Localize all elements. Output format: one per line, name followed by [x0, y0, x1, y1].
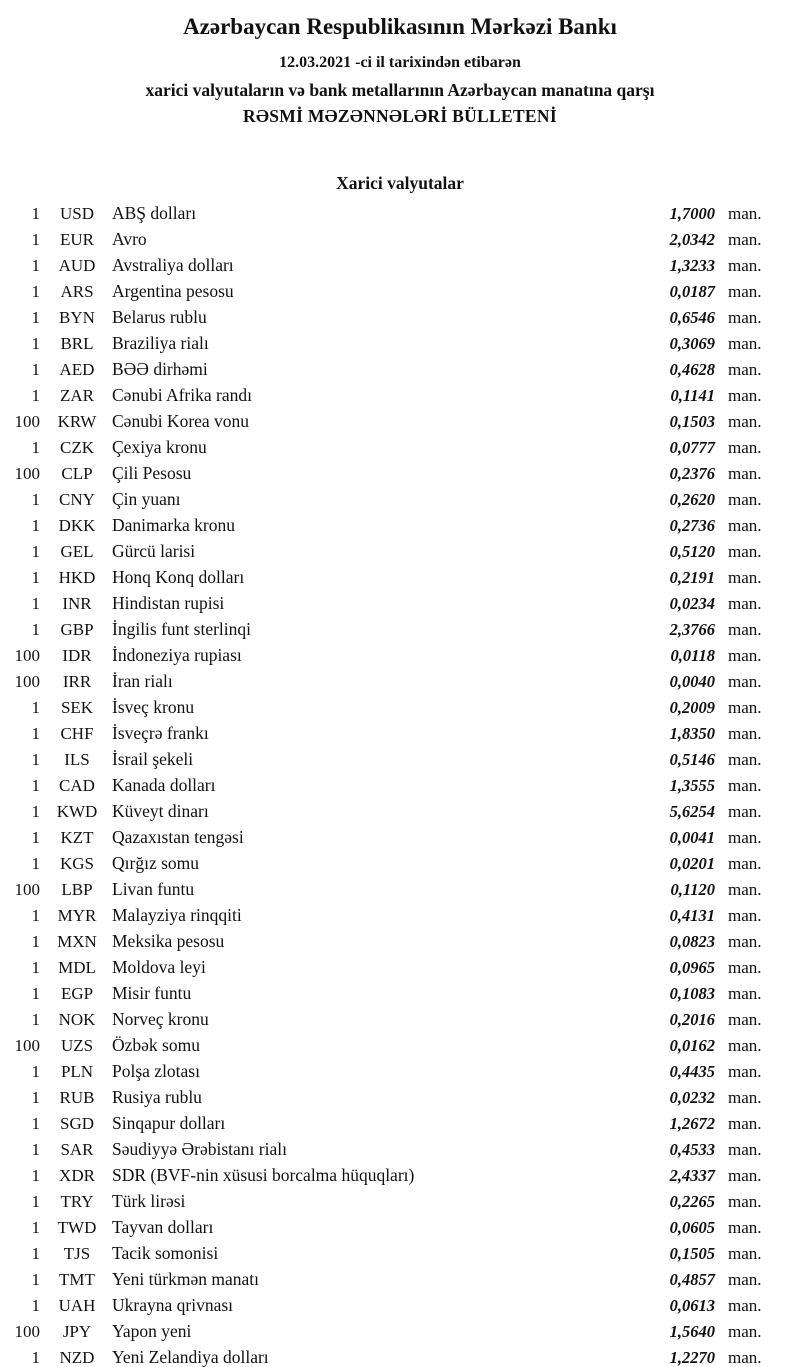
unit-cell: man. — [728, 828, 762, 847]
table-row — [0, 1032, 800, 1058]
unit-cell: man. — [728, 1218, 762, 1237]
table-row — [0, 850, 800, 876]
unit-cell: man. — [728, 438, 762, 457]
unit-cell: man. — [728, 854, 762, 873]
unit-cell: man. — [728, 984, 762, 1003]
currency-name-cell: Çexiya kronu — [112, 437, 207, 457]
nominal-cell: 1 — [31, 1140, 40, 1159]
currency-code-cell: EGP — [60, 984, 94, 1003]
nominal-cell: 1 — [31, 906, 40, 925]
table-row — [0, 304, 800, 330]
nominal-cell: 1 — [31, 1088, 40, 1107]
currency-code-cell: XDR — [59, 1166, 95, 1185]
currency-name-cell: Tayvan dolları — [112, 1217, 214, 1237]
currency-name-cell: Türk lirəsi — [112, 1191, 186, 1211]
rate-cell: 0,1505 — [669, 1244, 715, 1263]
nominal-cell: 1 — [31, 230, 40, 249]
rate-cell: 0,4533 — [669, 1140, 715, 1159]
nominal-cell: 1 — [31, 1348, 40, 1367]
unit-cell: man. — [728, 880, 762, 899]
rate-cell: 0,0040 — [669, 672, 715, 691]
currency-name-cell: Avro — [112, 229, 147, 249]
rate-cell: 0,1503 — [669, 412, 715, 431]
currency-name-cell: Misir funtu — [112, 983, 192, 1003]
currency-name-cell: Səudiyyə Ərəbistanı rialı — [112, 1139, 287, 1159]
currency-code-cell: MDL — [58, 958, 96, 977]
currency-name-cell: Danimarka kronu — [112, 515, 235, 535]
nominal-cell: 1 — [31, 1166, 40, 1185]
currency-code-cell: AED — [59, 360, 95, 379]
table-row — [0, 798, 800, 824]
currency-code-cell: EUR — [60, 230, 94, 249]
nominal-cell: 1 — [31, 360, 40, 379]
table-row — [0, 382, 800, 408]
currency-code-cell: CHF — [60, 724, 94, 743]
unit-cell: man. — [728, 516, 762, 535]
unit-cell: man. — [728, 1088, 762, 1107]
table-row — [0, 356, 800, 382]
currency-code-cell: IDR — [62, 646, 92, 665]
currency-name-cell: Tacik somonisi — [112, 1243, 219, 1263]
table-row — [0, 1318, 800, 1344]
nominal-cell: 1 — [31, 282, 40, 301]
table-row — [0, 1162, 800, 1188]
table-row — [0, 278, 800, 304]
unit-cell: man. — [728, 1114, 762, 1133]
rate-cell: 0,0041 — [669, 828, 715, 847]
table-row — [0, 538, 800, 564]
table-row — [0, 434, 800, 460]
currency-code-cell: TJS — [63, 1244, 91, 1263]
table-row — [0, 252, 800, 278]
table-row — [0, 1188, 800, 1214]
unit-cell: man. — [728, 620, 762, 639]
rate-cell: 1,3233 — [669, 256, 715, 275]
table-row — [0, 1058, 800, 1084]
table-row — [0, 330, 800, 356]
rate-cell: 0,2376 — [669, 464, 715, 483]
currency-name-cell: SDR (BVF-nin xüsusi borcalma hüquqları) — [112, 1165, 415, 1185]
rate-cell: 0,0777 — [669, 438, 715, 457]
currency-name-cell: İsrail şekeli — [112, 749, 194, 769]
currency-code-cell: TWD — [57, 1218, 97, 1237]
unit-cell: man. — [728, 542, 762, 561]
unit-cell: man. — [728, 1010, 762, 1029]
currency-name-cell: Hindistan rupisi — [112, 593, 225, 613]
nominal-cell: 1 — [31, 438, 40, 457]
rate-cell: 0,0118 — [670, 646, 715, 665]
currency-code-cell: MYR — [57, 906, 97, 925]
nominal-cell: 1 — [31, 1192, 40, 1211]
nominal-cell: 1 — [31, 1114, 40, 1133]
nominal-cell: 1 — [31, 1218, 40, 1237]
unit-cell: man. — [728, 932, 762, 951]
currency-code-cell: INR — [62, 594, 92, 613]
nominal-cell: 100 — [14, 880, 40, 899]
currency-name-cell: Honq Konq dolları — [112, 567, 245, 587]
rate-cell: 0,1083 — [669, 984, 715, 1003]
unit-cell: man. — [728, 1036, 762, 1055]
table-row — [0, 1006, 800, 1032]
currency-name-cell: Küveyt dinarı — [112, 801, 209, 821]
unit-cell: man. — [728, 204, 762, 223]
nominal-cell: 1 — [31, 1062, 40, 1081]
currency-code-cell: CZK — [60, 438, 94, 457]
nominal-cell: 1 — [31, 490, 40, 509]
rate-cell: 2,4337 — [669, 1166, 715, 1185]
currency-code-cell: SEK — [60, 698, 94, 717]
currency-code-cell: ARS — [60, 282, 94, 301]
table-row — [0, 1292, 800, 1318]
currency-code-cell: NZD — [59, 1348, 95, 1367]
table-row — [0, 1266, 800, 1292]
rate-cell: 0,1141 — [670, 386, 715, 405]
currency-code-cell: HKD — [58, 568, 96, 587]
currency-code-cell: PLN — [60, 1062, 94, 1081]
bank-name-title: Azərbaycan Respublikasının Mərkəzi Bankı — [183, 14, 617, 39]
nominal-cell: 1 — [31, 958, 40, 977]
table-row — [0, 1344, 800, 1367]
currency-code-cell: DKK — [58, 516, 96, 535]
table-row — [0, 1240, 800, 1266]
nominal-cell: 1 — [31, 1296, 40, 1315]
currency-code-cell: KZT — [60, 828, 94, 847]
nominal-cell: 1 — [31, 802, 40, 821]
nominal-cell: 1 — [31, 828, 40, 847]
currency-name-cell: İsveç kronu — [112, 697, 195, 717]
rate-cell: 1,5640 — [669, 1322, 715, 1341]
currency-name-cell: Sinqapur dolları — [112, 1113, 226, 1133]
rate-cell: 0,0201 — [669, 854, 715, 873]
unit-cell: man. — [728, 282, 762, 301]
currency-name-cell: Malayziya rinqqiti — [112, 905, 242, 925]
currency-table — [0, 200, 800, 1367]
nominal-cell: 1 — [31, 750, 40, 769]
unit-cell: man. — [728, 1192, 762, 1211]
effective-date-line: 12.03.2021 -ci il tarixindən etibarən — [279, 54, 521, 71]
nominal-cell: 1 — [31, 932, 40, 951]
nominal-cell: 100 — [14, 1322, 40, 1341]
unit-cell: man. — [728, 490, 762, 509]
nominal-cell: 1 — [31, 1010, 40, 1029]
currency-code-cell: SAR — [60, 1140, 94, 1159]
table-row — [0, 1214, 800, 1240]
currency-code-cell: ZAR — [60, 386, 94, 405]
unit-cell: man. — [728, 906, 762, 925]
section-title-foreign-currencies: Xarici valyutalar — [336, 173, 464, 193]
currency-code-cell: KRW — [57, 412, 97, 431]
rate-cell: 0,0162 — [669, 1036, 715, 1055]
currency-code-cell: JPY — [62, 1322, 92, 1341]
currency-code-cell: AUD — [58, 256, 96, 275]
bulletin-title-line: RƏSMİ MƏZƏNNƏLƏRİ BÜLLETENİ — [243, 106, 557, 126]
table-row — [0, 668, 800, 694]
nominal-cell: 1 — [31, 256, 40, 275]
currency-name-cell: İsveçrə frankı — [112, 723, 209, 743]
rate-cell: 1,2270 — [669, 1348, 715, 1367]
nominal-cell: 1 — [31, 204, 40, 223]
unit-cell: man. — [728, 568, 762, 587]
currency-code-cell: TMT — [59, 1270, 95, 1289]
rate-cell: 0,2620 — [669, 490, 715, 509]
unit-cell: man. — [728, 672, 762, 691]
table-row — [0, 954, 800, 980]
currency-name-cell: Qazaxıstan tengəsi — [112, 827, 244, 847]
rate-cell: 0,4435 — [669, 1062, 715, 1081]
unit-cell: man. — [728, 1140, 762, 1159]
currency-name-cell: Cənubi Afrika randı — [112, 385, 252, 405]
table-row — [0, 1136, 800, 1162]
table-row — [0, 486, 800, 512]
rate-cell: 5,6254 — [669, 802, 715, 821]
rate-cell: 0,0187 — [669, 282, 715, 301]
currency-code-cell: KWD — [56, 802, 98, 821]
currency-name-cell: Livan funtu — [112, 879, 195, 899]
currency-code-cell: KGS — [59, 854, 94, 873]
subject-line: xarici valyutaların və bank metallarının Azərbaycan manatına qarşı — [145, 80, 655, 100]
currency-code-cell: TRY — [60, 1192, 94, 1211]
rate-cell: 0,5120 — [669, 542, 715, 561]
unit-cell: man. — [728, 1244, 762, 1263]
currency-name-cell: İndoneziya rupiası — [112, 645, 242, 665]
nominal-cell: 100 — [14, 1036, 40, 1055]
table-row — [0, 876, 800, 902]
rate-cell: 0,1120 — [670, 880, 715, 899]
currency-name-cell: Moldova leyi — [112, 957, 206, 977]
rate-cell: 0,6546 — [669, 308, 715, 327]
currency-code-cell: CLP — [61, 464, 93, 483]
unit-cell: man. — [728, 412, 762, 431]
currency-name-cell: Ukrayna qrivnası — [112, 1295, 234, 1315]
table-row — [0, 772, 800, 798]
currency-code-cell: USD — [59, 204, 94, 223]
nominal-cell: 1 — [31, 620, 40, 639]
currency-code-cell: CAD — [59, 776, 95, 795]
currency-code-cell: RUB — [59, 1088, 95, 1107]
unit-cell: man. — [728, 1062, 762, 1081]
currency-name-cell: Meksika pesosu — [112, 931, 225, 951]
currency-name-cell: Norveç kronu — [112, 1009, 209, 1029]
nominal-cell: 1 — [31, 854, 40, 873]
rate-cell: 0,0613 — [669, 1296, 715, 1315]
currency-name-cell: Yeni türkmən manatı — [112, 1269, 259, 1289]
currency-name-cell: Argentina pesosu — [112, 281, 234, 301]
currency-code-cell: BRL — [60, 334, 94, 353]
nominal-cell: 1 — [31, 724, 40, 743]
nominal-cell: 1 — [31, 542, 40, 561]
rate-cell: 1,7000 — [669, 204, 715, 223]
unit-cell: man. — [728, 802, 762, 821]
nominal-cell: 1 — [31, 1270, 40, 1289]
rate-cell: 0,4131 — [669, 906, 715, 925]
currency-name-cell: Kanada dolları — [112, 775, 216, 795]
currency-name-cell: Qırğız somu — [112, 853, 200, 873]
document-header — [0, 12, 800, 128]
table-row — [0, 512, 800, 538]
rate-cell: 0,2736 — [669, 516, 715, 535]
nominal-cell: 1 — [31, 1244, 40, 1263]
currency-name-cell: Cənubi Korea vonu — [112, 411, 250, 431]
currency-name-cell: BƏƏ dirhəmi — [112, 359, 208, 379]
rate-cell: 0,0823 — [669, 932, 715, 951]
nominal-cell: 1 — [31, 984, 40, 1003]
table-row — [0, 590, 800, 616]
table-row — [0, 746, 800, 772]
currency-name-cell: Rusiya rublu — [112, 1087, 202, 1107]
nominal-cell: 100 — [14, 672, 40, 691]
currency-code-cell: GBP — [60, 620, 94, 639]
unit-cell: man. — [728, 386, 762, 405]
rate-cell: 0,0965 — [669, 958, 715, 977]
currency-name-cell: Gürcü larisi — [112, 541, 196, 561]
currency-code-cell: CNY — [59, 490, 95, 509]
unit-cell: man. — [728, 1270, 762, 1289]
unit-cell: man. — [728, 594, 762, 613]
nominal-cell: 1 — [31, 568, 40, 587]
currency-name-cell: Avstraliya dolları — [112, 255, 234, 275]
unit-cell: man. — [728, 646, 762, 665]
rate-cell: 0,0232 — [669, 1088, 715, 1107]
nominal-cell: 1 — [31, 334, 40, 353]
nominal-cell: 1 — [31, 516, 40, 535]
nominal-cell: 1 — [31, 698, 40, 717]
nominal-cell: 1 — [31, 776, 40, 795]
currency-name-cell: Polşa zlotası — [112, 1061, 200, 1081]
nominal-cell: 100 — [14, 464, 40, 483]
unit-cell: man. — [728, 1166, 762, 1185]
table-row — [0, 642, 800, 668]
unit-cell: man. — [728, 256, 762, 275]
nominal-cell: 1 — [31, 594, 40, 613]
unit-cell: man. — [728, 334, 762, 353]
table-row — [0, 1084, 800, 1110]
currency-name-cell: Çili Pesosu — [112, 463, 192, 483]
nominal-cell: 100 — [14, 412, 40, 431]
unit-cell: man. — [728, 230, 762, 249]
unit-cell: man. — [728, 698, 762, 717]
table-row — [0, 226, 800, 252]
currency-code-cell: GEL — [60, 542, 94, 561]
table-row — [0, 928, 800, 954]
rate-cell: 2,3766 — [669, 620, 715, 639]
rate-cell: 1,2672 — [669, 1114, 715, 1133]
rate-cell: 0,5146 — [669, 750, 715, 769]
table-row — [0, 1110, 800, 1136]
rate-cell: 0,2265 — [669, 1192, 715, 1211]
table-row — [0, 460, 800, 486]
currency-code-cell: BYN — [59, 308, 95, 327]
rate-cell: 0,2016 — [669, 1010, 715, 1029]
unit-cell: man. — [728, 1322, 762, 1341]
currency-code-cell: ILS — [64, 750, 90, 769]
unit-cell: man. — [728, 750, 762, 769]
currency-name-cell: Yapon yeni — [112, 1321, 192, 1341]
nominal-cell: 100 — [14, 646, 40, 665]
currency-code-cell: IRR — [62, 672, 92, 691]
unit-cell: man. — [728, 724, 762, 743]
currency-code-cell: UZS — [60, 1036, 94, 1055]
rate-cell: 0,2191 — [669, 568, 715, 587]
currency-code-cell: LBP — [61, 880, 93, 899]
table-row — [0, 902, 800, 928]
rate-cell: 0,4628 — [669, 360, 715, 379]
currency-name-cell: ABŞ dolları — [112, 203, 197, 223]
table-row — [0, 720, 800, 746]
currency-name-cell: Çin yuanı — [112, 489, 181, 509]
currency-code-cell: SGD — [59, 1114, 94, 1133]
nominal-cell: 1 — [31, 308, 40, 327]
currency-code-cell: UAH — [58, 1296, 96, 1315]
table-row — [0, 616, 800, 642]
currency-code-cell: NOK — [58, 1010, 96, 1029]
table-row — [0, 200, 800, 226]
currency-name-cell: Braziliya rialı — [112, 333, 209, 353]
rate-cell: 0,3069 — [669, 334, 715, 353]
rate-cell: 2,0342 — [669, 230, 715, 249]
currency-name-cell: Belarus rublu — [112, 307, 207, 327]
unit-cell: man. — [728, 308, 762, 327]
unit-cell: man. — [728, 360, 762, 379]
rate-cell: 1,3555 — [669, 776, 715, 795]
currency-name-cell: İran rialı — [112, 671, 173, 691]
currency-name-cell: İngilis funt sterlinqi — [112, 619, 252, 639]
table-row — [0, 564, 800, 590]
table-row — [0, 694, 800, 720]
rate-cell: 0,0234 — [669, 594, 715, 613]
currency-code-cell: MXN — [57, 932, 97, 951]
unit-cell: man. — [728, 776, 762, 795]
rate-cell: 0,4857 — [669, 1270, 715, 1289]
unit-cell: man. — [728, 464, 762, 483]
unit-cell: man. — [728, 1348, 762, 1367]
currency-name-cell: Yeni Zelandiya dolları — [112, 1347, 269, 1367]
currency-name-cell: Özbək somu — [112, 1035, 200, 1055]
unit-cell: man. — [728, 1296, 762, 1315]
table-row — [0, 980, 800, 1006]
rate-cell: 0,2009 — [669, 698, 715, 717]
table-row — [0, 408, 800, 434]
rate-cell: 1,8350 — [669, 724, 715, 743]
table-row — [0, 824, 800, 850]
nominal-cell: 1 — [31, 386, 40, 405]
rate-cell: 0,0605 — [669, 1218, 715, 1237]
unit-cell: man. — [728, 958, 762, 977]
